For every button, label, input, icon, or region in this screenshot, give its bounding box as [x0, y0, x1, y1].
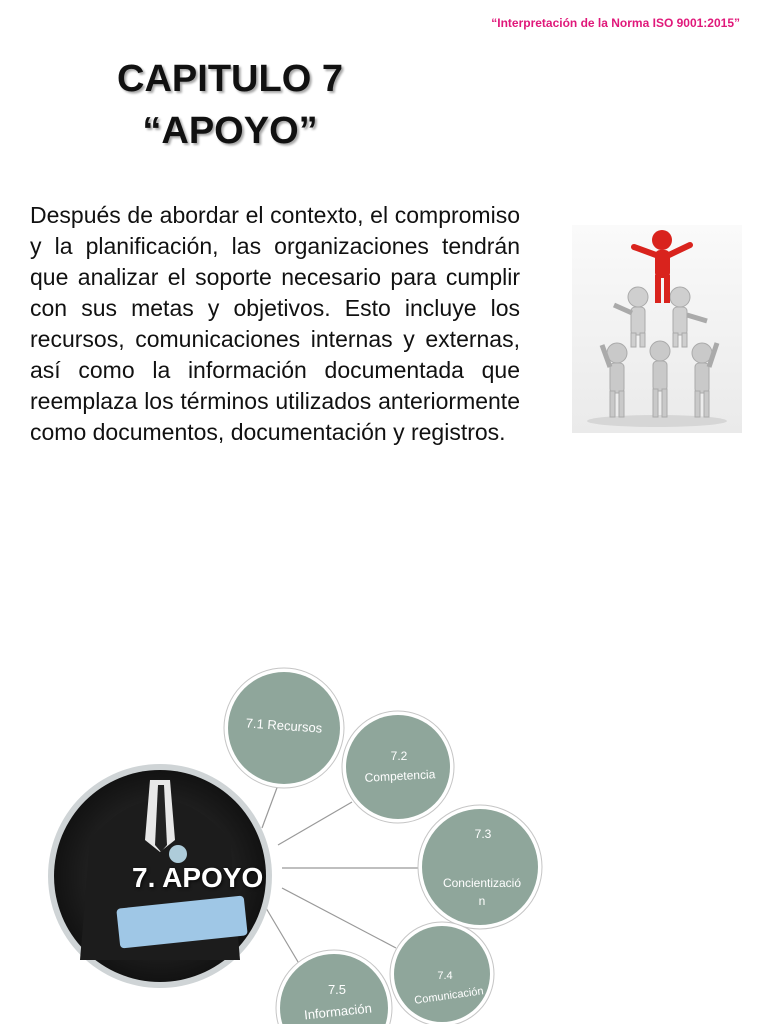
- page-title-line2: “APOYO”: [142, 110, 318, 152]
- node-7-5-label: Información: [303, 1000, 373, 1023]
- body-paragraph: Después de abordar el contexto, el compromiso y la planificación, las organizaciones tendrán que analizar el soporte necesario para cumplir con sus metas y objetivos. Esto incluye los recursos, comunicaciones internas y externas, así como la información documentada que reemplaza los términos utilizados anteriormente como documentos, documentación y registros.: [30, 202, 520, 445]
- team-pyramid-icon: [572, 225, 742, 433]
- node-7-2-number: 7.2: [390, 749, 408, 763]
- node-7-4-number: 7.4: [437, 970, 453, 982]
- page-title-line1: CAPITULO 7: [117, 58, 343, 100]
- apoyo-diagram: [0, 640, 768, 1024]
- diagram-connectors: [0, 640, 768, 1024]
- node-7-3-number: 7.3: [474, 827, 492, 841]
- node-7-3-label: Concientizació n: [442, 876, 522, 908]
- diagram-center-label: 7. APOYO: [132, 862, 264, 893]
- header-note: “Interpretación de la Norma ISO 9001:2015”: [491, 16, 740, 30]
- team-pyramid-image: [572, 225, 742, 433]
- node-7-1-label: 7.1 Recursos: [245, 715, 323, 736]
- node-7-5-number: 7.5: [327, 982, 347, 997]
- node-7-4-label: Comunicación: [413, 985, 485, 1007]
- node-7-2-label: Competencia: [364, 767, 436, 785]
